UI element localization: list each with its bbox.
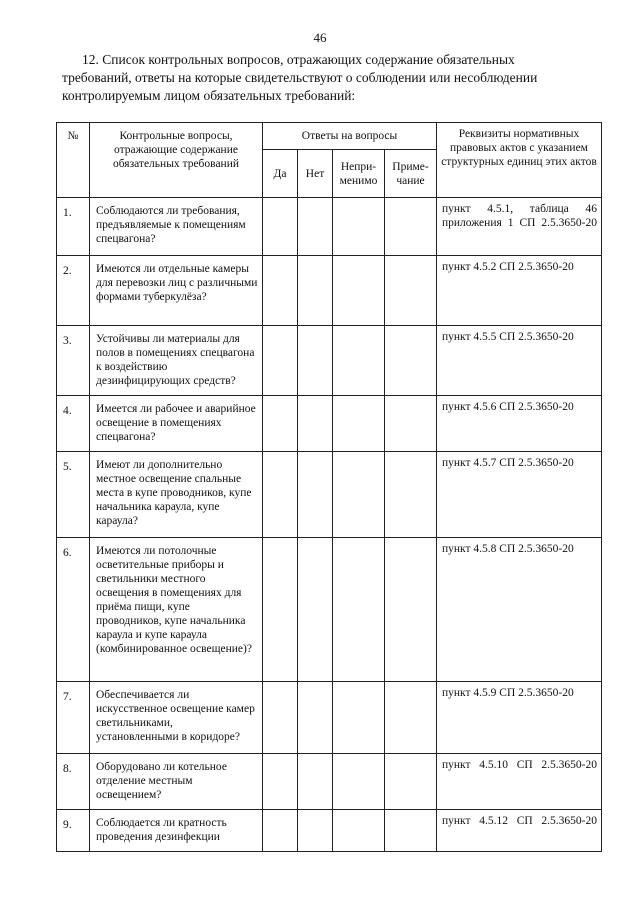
row-number: 4. <box>57 396 90 452</box>
row-requisites: пункт 4.5.12 СП 2.5.3650-20 <box>437 810 602 852</box>
answer-yes-cell[interactable] <box>263 256 298 326</box>
heading-line-3: контролируемым лицом обязательных требований: <box>62 88 356 103</box>
answer-na-cell[interactable] <box>333 396 385 452</box>
answer-note-cell[interactable] <box>385 754 437 810</box>
row-number: 1. <box>57 198 90 256</box>
answer-yes-cell[interactable] <box>263 810 298 852</box>
table-row <box>57 198 602 256</box>
heading-line-2: требований, ответы на которые свидетельствуют о соблюдении или несоблюдении <box>62 70 538 85</box>
answer-note-cell[interactable] <box>385 452 437 538</box>
table-row <box>57 810 602 852</box>
answer-yes-cell[interactable] <box>263 452 298 538</box>
answer-yes-cell[interactable] <box>263 326 298 396</box>
answer-na-cell[interactable] <box>333 256 385 326</box>
row-number: 7. <box>57 682 90 754</box>
row-requisites: пункт 4.5.1, таблица 46 приложения 1 СП 2.5.3650-20 <box>437 198 602 256</box>
answer-no-cell[interactable] <box>298 396 333 452</box>
answer-na-cell[interactable] <box>333 198 385 256</box>
answer-yes-cell[interactable] <box>263 754 298 810</box>
header-answers: Ответы на вопросы <box>263 123 437 150</box>
header-yes: Да <box>263 150 298 198</box>
row-requisites: пункт 4.5.7 СП 2.5.3650-20 <box>437 452 602 538</box>
answer-na-cell[interactable] <box>333 326 385 396</box>
row-question: Устойчивы ли материалы для полов в помещениях спецвагона к воздействию дезинфицирующих средств? <box>90 326 263 396</box>
row-question: Имеются ли потолочные осветительные приборы и светильники местного освещения в помещениях для приёма пищи, купе проводников, купе начальника караула и купе караула (комбинированное освещение)? <box>90 538 263 682</box>
answer-yes-cell[interactable] <box>263 396 298 452</box>
answer-no-cell[interactable] <box>298 452 333 538</box>
row-question: Имеется ли рабочее и аварийное освещение в помещениях спецвагона? <box>90 396 263 452</box>
table-row <box>57 682 602 754</box>
header-no: Нет <box>298 150 333 198</box>
row-number: 2. <box>57 256 90 326</box>
row-requisites: пункт 4.5.5 СП 2.5.3650-20 <box>437 326 602 396</box>
header-number: № <box>57 123 90 198</box>
table-row <box>57 754 602 810</box>
answer-note-cell[interactable] <box>385 682 437 754</box>
row-number: 3. <box>57 326 90 396</box>
heading-line-1: 12. Список контрольных вопросов, отражающих содержание обязательных <box>82 52 515 67</box>
row-number: 9. <box>57 810 90 852</box>
table-row <box>57 452 602 538</box>
answer-na-cell[interactable] <box>333 682 385 754</box>
row-requisites: пункт 4.5.6 СП 2.5.3650-20 <box>437 396 602 452</box>
page-number: 46 <box>313 30 327 45</box>
row-number: 8. <box>57 754 90 810</box>
table-row <box>57 538 602 682</box>
answer-note-cell[interactable] <box>385 538 437 682</box>
table-row <box>57 396 602 452</box>
table-row <box>57 326 602 396</box>
answer-na-cell[interactable] <box>333 754 385 810</box>
answer-note-cell[interactable] <box>385 256 437 326</box>
answer-yes-cell[interactable] <box>263 538 298 682</box>
checklist-table <box>56 122 602 852</box>
answer-na-cell[interactable] <box>333 810 385 852</box>
answer-no-cell[interactable] <box>298 754 333 810</box>
answer-na-cell[interactable] <box>333 452 385 538</box>
row-question: Обеспечивается ли искусственное освещение камер светильниками, установленными в коридоре? <box>90 682 263 754</box>
row-question: Соблюдаются ли требования, предъявляемые к помещениям спецвагона? <box>90 198 263 256</box>
row-number: 5. <box>57 452 90 538</box>
table-row <box>57 256 602 326</box>
answer-no-cell[interactable] <box>298 682 333 754</box>
answer-no-cell[interactable] <box>298 538 333 682</box>
header-requisites: Реквизиты нормативных правовых актов с указанием структурных единиц этих актов <box>437 123 602 198</box>
answer-no-cell[interactable] <box>298 256 333 326</box>
row-requisites: пункт 4.5.2 СП 2.5.3650-20 <box>437 256 602 326</box>
answer-no-cell[interactable] <box>298 198 333 256</box>
answer-note-cell[interactable] <box>385 810 437 852</box>
answer-note-cell[interactable] <box>385 326 437 396</box>
row-requisites: пункт 4.5.10 СП 2.5.3650-20 <box>437 754 602 810</box>
header-not-applicable: Непри-менимо <box>333 150 385 198</box>
answer-yes-cell[interactable] <box>263 198 298 256</box>
row-question: Имеют ли дополнительно местное освещение спальные места в купе проводников, купе начальника караула, купе караула? <box>90 452 263 538</box>
row-question: Имеются ли отдельные камеры для перевозки лиц с различными формами туберкулёза? <box>90 256 263 326</box>
answer-na-cell[interactable] <box>333 538 385 682</box>
row-requisites: пункт 4.5.8 СП 2.5.3650-20 <box>437 538 602 682</box>
answer-note-cell[interactable] <box>385 396 437 452</box>
header-question: Контрольные вопросы, отражающие содержание обязательных требований <box>90 123 263 198</box>
section-heading <box>62 51 580 105</box>
header-note: Приме-чание <box>385 150 437 198</box>
row-requisites: пункт 4.5.9 СП 2.5.3650-20 <box>437 682 602 754</box>
answer-no-cell[interactable] <box>298 810 333 852</box>
row-number: 6. <box>57 538 90 682</box>
answer-yes-cell[interactable] <box>263 682 298 754</box>
answer-note-cell[interactable] <box>385 198 437 256</box>
row-question: Оборудовано ли котельное отделение местным освещением? <box>90 754 263 810</box>
answer-no-cell[interactable] <box>298 326 333 396</box>
row-question: Соблюдается ли кратность проведения дезинфекции <box>90 810 263 852</box>
